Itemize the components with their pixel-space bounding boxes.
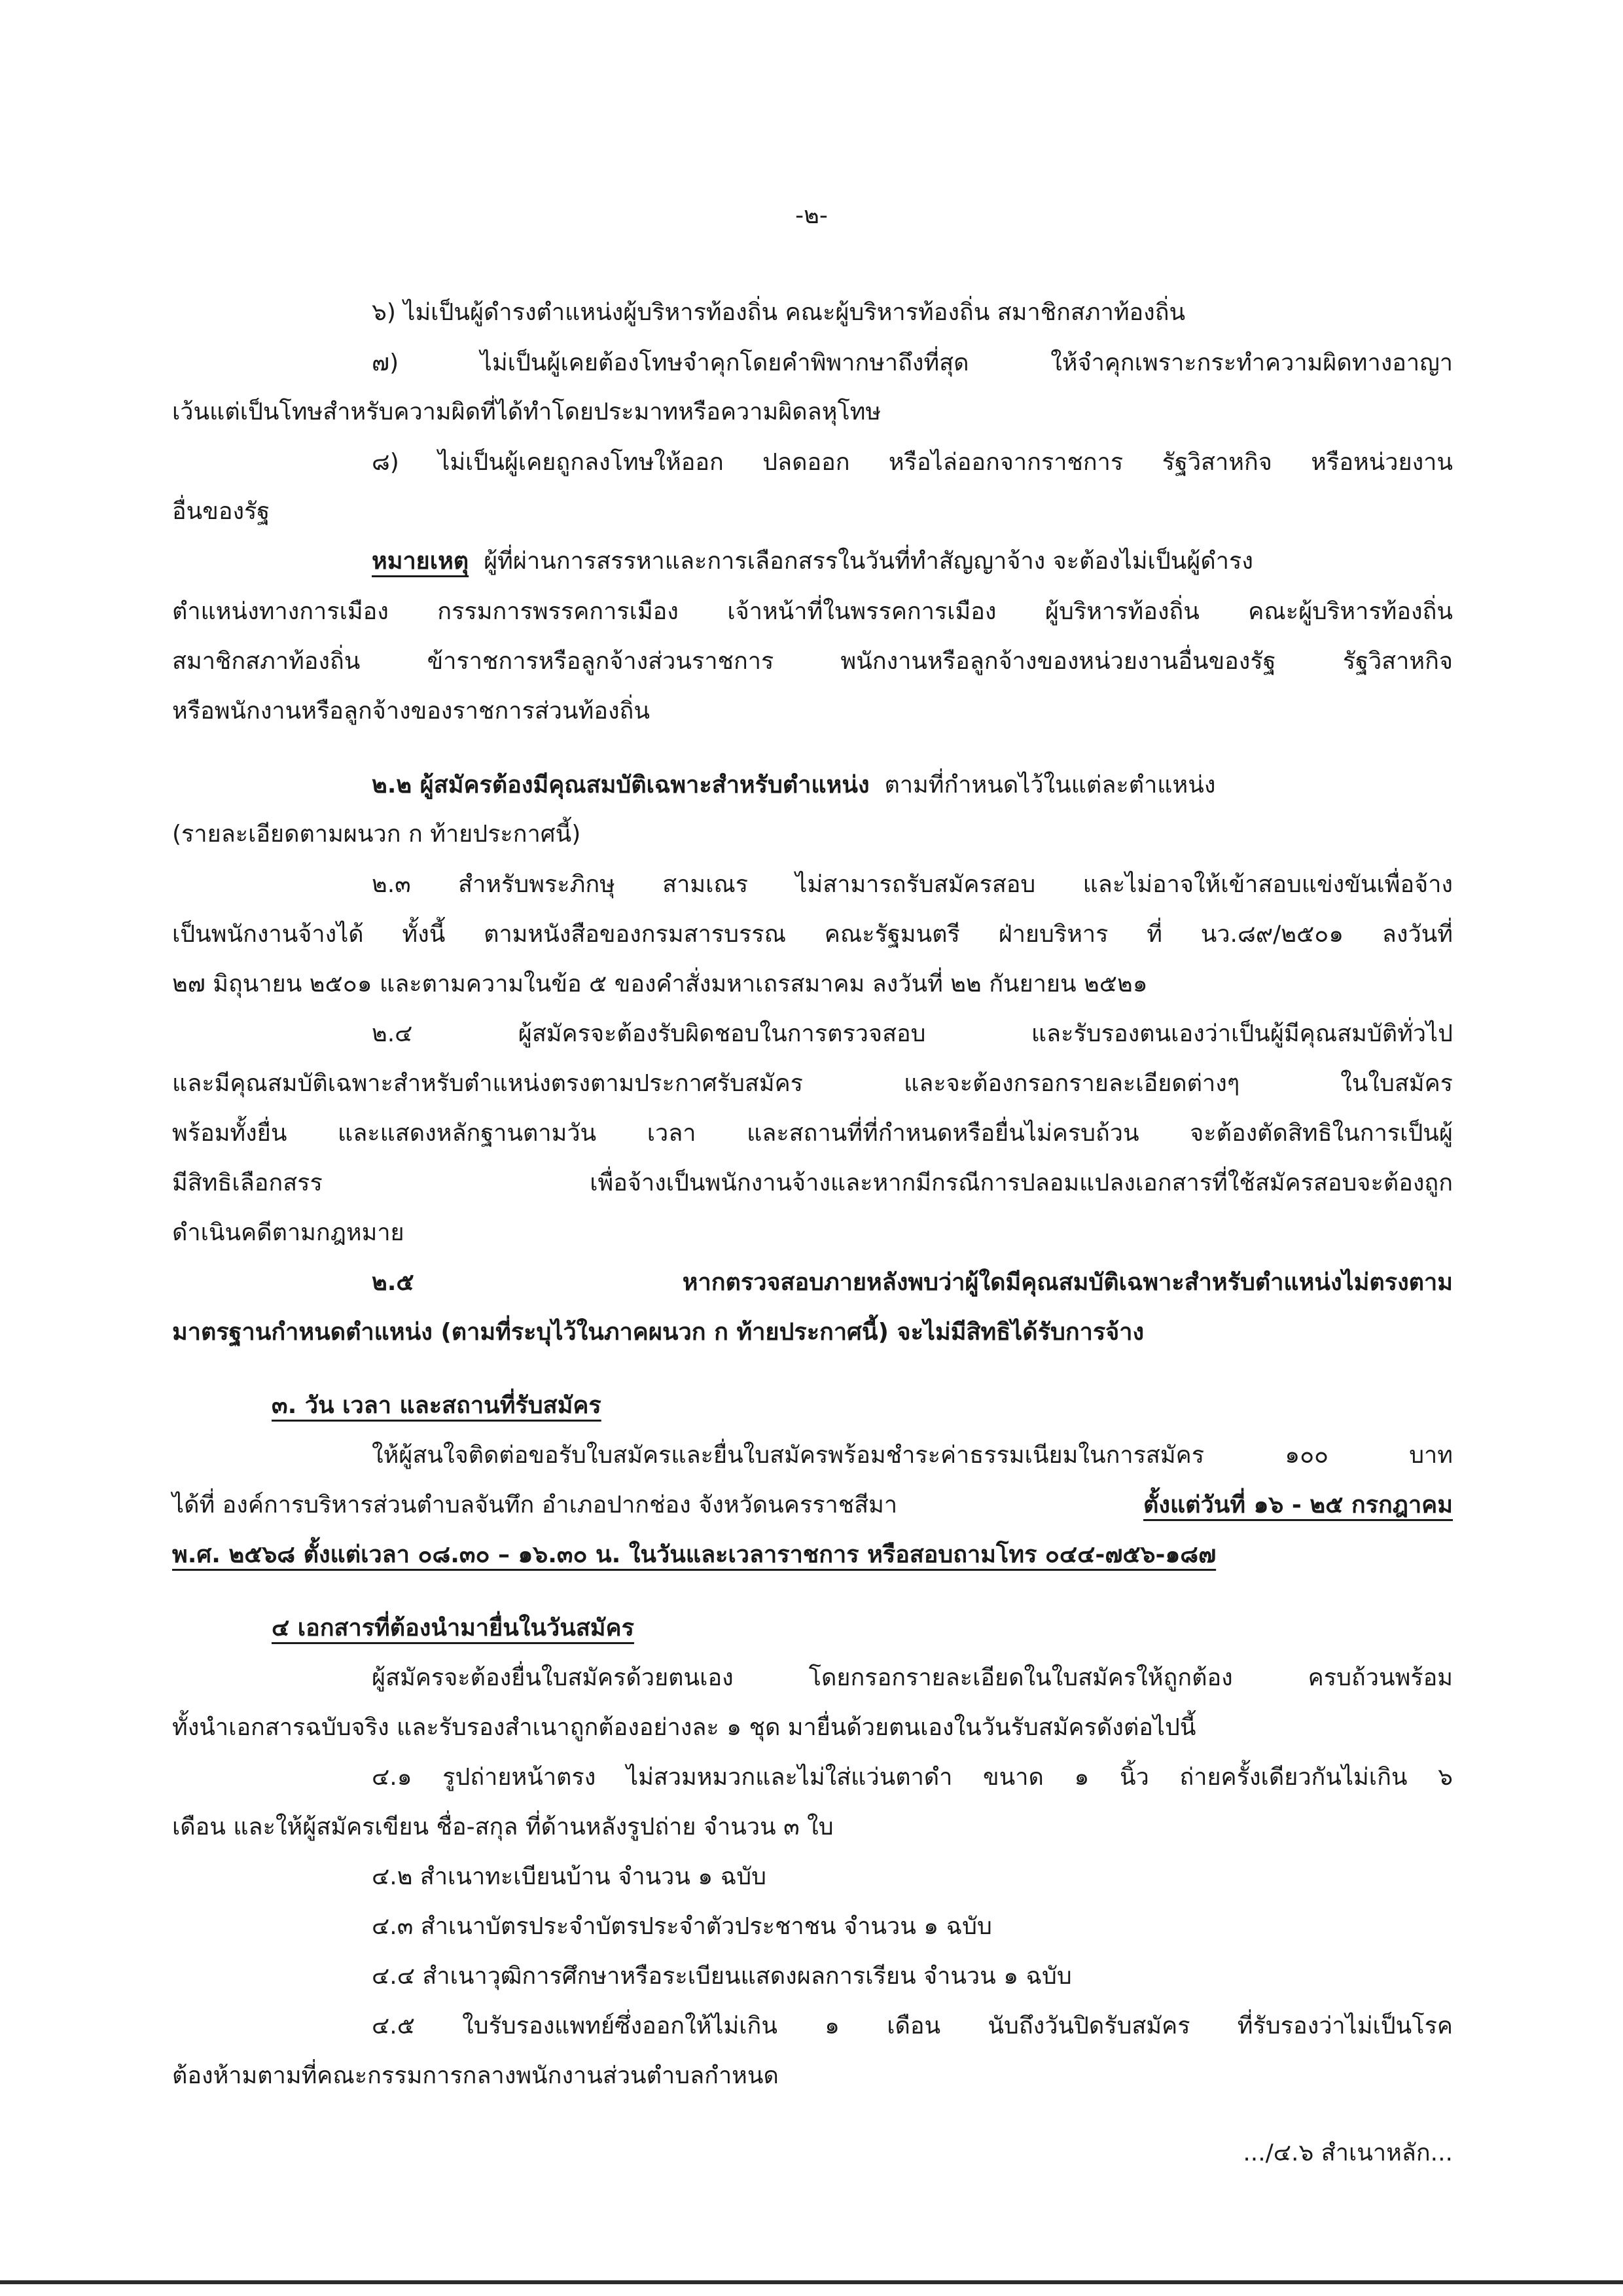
- section-3-line-3: พ.ศ. ๒๕๖๘ ตั้งแต่เวลา ๐๘.๓๐ – ๑๖.๓๐ น. ในวันและเวลาราชการ หรือสอบถามโทร ๐๔๔-๗๕๖-๑๘๗: [172, 1541, 1217, 1568]
- remark-line-4: หรือพนักงานหรือลูกจ้างของราชการส่วนท้องถิ่น: [172, 698, 650, 725]
- section-2-2-line-1: [372, 766, 1215, 805]
- section-3-place: ได้ที่ องค์การบริหารส่วนตำบลจันทึก อำเภอปากช่อง จังหวัดนครราชสีมา: [172, 1492, 898, 1518]
- item-4-5-line-1: ๔.๕ ใบรับรองแพทย์ซึ่งออกให้ไม่เกิน ๑ เดือน นับถึงวันปิดรับสมัคร ที่รับรองว่าไม่เป็นโรค: [372, 2013, 1453, 2039]
- item-8-line-1: ๘) ไม่เป็นผู้เคยถูกลงโทษให้ออก ปลดออก หรือไล่ออกจากราชการ รัฐวิสาหกิจ หรือหน่วยงาน: [372, 449, 1453, 476]
- remark-heading: หมายเหตุ: [372, 548, 469, 575]
- item-4-1-line-1: ๔.๑ รูปถ่ายหน้าตรง ไม่สวมหมวกและไม่ใส่แว่นตาดำ ขนาด ๑ นิ้ว ถ่ายครั้งเดียวกันไม่เกิน ๖: [372, 1764, 1453, 1791]
- remark-text: ผู้ที่ผ่านการสรรหาและการเลือกสรรในวันที่ทำสัญญาจ้าง จะต้องไม่เป็นผู้ดำรง: [484, 548, 1253, 575]
- section-3-dates: ตั้งแต่วันที่ ๑๖ - ๒๕ กรกฎาคม: [1143, 1492, 1453, 1518]
- section-2-3-line-3: ๒๗ มิถุนายน ๒๕๐๑ และตามความในข้อ ๕ ของคำสั่งมหาเถรสมาคม ลงวันที่ ๒๒ กันยายน ๒๕๒๑: [172, 971, 1148, 997]
- item-4-1-line-2: เดือน และให้ผู้สมัครเขียน ชื่อ-สกุล ที่ด้านหลังรูปถ่าย จำนวน ๓ ใบ: [172, 1814, 834, 1840]
- remark-line-3: สมาชิกสภาท้องถิ่น ข้าราชการหรือลูกจ้างส่วนราชการ พนักงานหรือลูกจ้างของหน่วยงานอื่นของรัฐ รัฐวิสาหกิจ: [172, 648, 1453, 675]
- item-4-2: ๔.๒ สำเนาทะเบียนบ้าน จำนวน ๑ ฉบับ: [372, 1863, 766, 1890]
- section-4-line-2: ทั้งนำเอกสารฉบับจริง และรับรองสำเนาถูกต้องอย่างละ ๑ ชุด มายื่นด้วยตนเองในวันรับสมัครดังต่อไปนี้: [172, 1714, 1196, 1741]
- section-2-2-heading: ๒.๒ ผู้สมัครต้องมีคุณสมบัติเฉพาะสำหรับตำแหน่ง: [372, 772, 870, 798]
- remark-line-2: ตำแหน่งทางการเมือง กรรมการพรรคการเมือง เจ้าหน้าที่ในพรรคการเมือง ผู้บริหารท้องถิ่น คณะผู้บริหารท้องถิ่น: [172, 598, 1453, 625]
- section-3-line-1: ให้ผู้สนใจติดต่อขอรับใบสมัครและยื่นใบสมัครพร้อมชำระค่าธรรมเนียมในการสมัคร ๑๐๐ บาท: [372, 1442, 1453, 1469]
- section-2-4-line-5: ดำเนินคดีตามกฎหมาย: [172, 1219, 404, 1246]
- remark-line-1: [372, 542, 1253, 581]
- section-2-4-line-4: มีสิทธิเลือกสรร เพื่อจ้างเป็นพนักงานจ้างและหากมีกรณีการปลอมแปลงเอกสารที่ใช้สมัครสอบจะต้องถูก: [172, 1170, 1453, 1196]
- section-2-2-line-2: (รายละเอียดตามผนวก ก ท้ายประกาศนี้): [172, 821, 581, 848]
- section-2-2-text: ตามที่กำหนดไว้ในแต่ละตำแหน่ง: [884, 772, 1216, 798]
- item-4-5-line-2: ต้องห้ามตามที่คณะกรรมการกลางพนักงานส่วนตำบลกำหนด: [172, 2062, 779, 2089]
- section-3-heading: ๓. วัน เวลา และสถานที่รับสมัคร: [272, 1392, 601, 1419]
- section-3-line-2: [172, 1486, 1453, 1525]
- section-2-4-line-1: ๒.๔ ผู้สมัครจะต้องรับผิดชอบในการตรวจสอบ และรับรองตนเองว่าเป็นผู้มีคุณสมบัติทั่วไป: [372, 1020, 1453, 1047]
- item-7-line-1: ๗) ไม่เป็นผู้เคยต้องโทษจำคุกโดยคำพิพากษาถึงที่สุด ให้จำคุกเพราะกระทำความผิดทางอาญา: [372, 350, 1453, 376]
- continuation-note: .../๔.๖ สำเนาหลัก...: [1243, 2140, 1453, 2166]
- scan-bottom-edge: [0, 2280, 1623, 2284]
- item-6: ๖) ไม่เป็นผู้ดำรงตำแหน่งผู้บริหารท้องถิ่น คณะผู้บริหารท้องถิ่น สมาชิกสภาท้องถิ่น: [372, 299, 1186, 326]
- section-4-line-1: ผู้สมัครจะต้องยื่นใบสมัครด้วยตนเอง โดยกรอกรายละเอียดในใบสมัครให้ถูกต้อง ครบถ้วนพร้อม: [372, 1664, 1453, 1691]
- section-2-3-line-1: ๒.๓ สำหรับพระภิกษุ สามเณร ไม่สามารถรับสมัครสอบ และไม่อาจให้เข้าสอบแข่งขันเพื่อจ้าง: [372, 871, 1453, 898]
- section-4-heading: ๔ เอกสารที่ต้องนำมายื่นในวันสมัคร: [272, 1615, 634, 1641]
- item-4-3: ๔.๓ สำเนาบัตรประจำบัตรประจำตัวประชาชน จำนวน ๑ ฉบับ: [372, 1913, 992, 1940]
- page-number: -๒-: [795, 202, 828, 229]
- section-2-4-line-3: พร้อมทั้งยื่น และแสดงหลักฐานตามวัน เวลา และสถานที่ที่กำหนดหรือยื่นไม่ครบถ้วน จะต้องตัดสิทธิในการเป็นผู้: [172, 1120, 1453, 1147]
- item-8-line-2: อื่นของรัฐ: [172, 498, 270, 525]
- section-2-5-line-1: ๒.๕ หากตรวจสอบภายหลังพบว่าผู้ใดมีคุณสมบัติเฉพาะสำหรับตำแหน่งไม่ตรงตาม: [372, 1269, 1453, 1296]
- item-7-line-2: เว้นแต่เป็นโทษสำหรับความผิดที่ได้ทำโดยประมาทหรือความผิดลหุโทษ: [172, 399, 882, 425]
- item-4-4: ๔.๔ สำเนาวุฒิการศึกษาหรือระเบียนแสดงผลการเรียน จำนวน ๑ ฉบับ: [372, 1963, 1072, 1990]
- section-2-4-line-2: และมีคุณสมบัติเฉพาะสำหรับตำแหน่งตรงตามประกาศรับสมัคร และจะต้องกรอกรายละเอียดต่างๆ ในใบสมัคร: [172, 1070, 1453, 1097]
- section-2-5-line-2: มาตรฐานกำหนดตำแหน่ง (ตามที่ระบุไว้ในภาคผนวก ก ท้ายประกาศนี้) จะไม่มีสิทธิได้รับการจ้าง: [172, 1319, 1145, 1346]
- section-2-3-line-2: เป็นพนักงานจ้างได้ ทั้งนี้ ตามหนังสือของกรมสารบรรณ คณะรัฐมนตรี ฝ่ายบริหาร ที่ นว.๘๙/๒๕๐๑ ลงวันที่: [172, 921, 1453, 948]
